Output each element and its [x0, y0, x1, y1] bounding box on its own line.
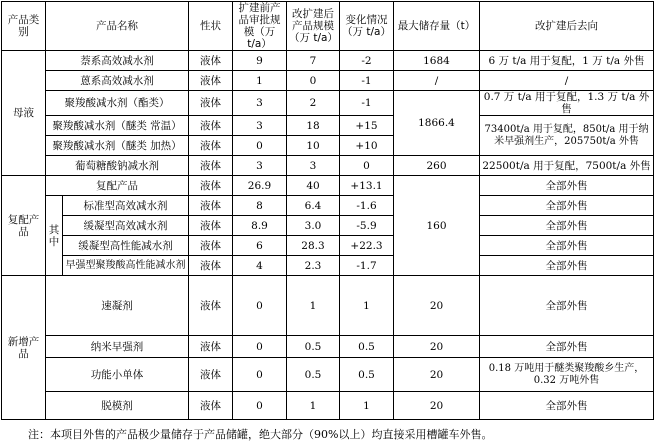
table-row [2, 392, 654, 420]
product-name: 聚羧酸减水剂（醚类 加热） [46, 136, 189, 156]
destination-cell: 22500t/a 用于复配，7500t/a 外售 [480, 156, 654, 176]
product-name: 脱模剂 [46, 392, 189, 420]
nature-cell: 液体 [189, 392, 233, 420]
header-destination: 改扩建后去向 [480, 2, 654, 51]
after-cell: 1 [287, 392, 340, 420]
nature-cell: 液体 [189, 236, 233, 256]
change-cell: -1.7 [340, 256, 394, 276]
storage-cell: 20 [394, 336, 480, 358]
after-cell: 3.0 [287, 216, 340, 236]
change-cell: 0.5 [340, 336, 394, 358]
nature-cell: 液体 [189, 276, 233, 336]
change-cell: -1.6 [340, 196, 394, 216]
storage-cell: 20 [394, 358, 480, 392]
product-name: 纳米早强剂 [46, 336, 189, 358]
group-mother: 母液 [2, 51, 46, 176]
header-row [2, 2, 654, 51]
before-cell: 0 [233, 358, 287, 392]
product-name: 聚羧酸减水剂（醚类 常温） [46, 116, 189, 136]
before-cell: 3 [233, 91, 287, 116]
product-name: 缓凝型高性能减水剂 [63, 236, 189, 256]
product-name: 萘系高效减水剂 [46, 51, 189, 71]
group-new: 新增产品 [2, 276, 46, 420]
table-row [2, 196, 654, 216]
table-row [2, 91, 654, 116]
nature-cell: 液体 [189, 216, 233, 236]
before-cell: 26.9 [233, 176, 287, 196]
table-row [2, 336, 654, 358]
after-cell: 0.5 [287, 358, 340, 392]
after-cell: 18 [287, 116, 340, 136]
after-cell: 3 [287, 156, 340, 176]
after-cell: 1 [287, 276, 340, 336]
change-cell: +22.3 [340, 236, 394, 256]
header-before: 扩建前产品审批规模（万 t/a） [233, 2, 287, 51]
table-row [2, 116, 654, 136]
product-name: 早强型聚羧酸高性能减水剂 [63, 256, 189, 276]
product-table [1, 1, 654, 420]
destination-cell: / [480, 71, 654, 91]
after-cell: 28.3 [287, 236, 340, 256]
product-name: 功能小单体 [46, 358, 189, 392]
product-name: 聚羧酸减水剂（酯类） [46, 91, 189, 116]
header-name: 产品名称 [46, 2, 189, 51]
destination-cell: 73400t/a 用于复配，850t/a 用于纳米早强剂生产，205750t/a 外售 [480, 116, 654, 156]
before-cell: 0 [233, 136, 287, 156]
change-cell: -5.9 [340, 216, 394, 236]
table-row [2, 176, 654, 196]
header-change: 变化情况（万 t/a） [340, 2, 394, 51]
before-cell: 8 [233, 196, 287, 216]
product-name: 复配产品 [46, 176, 189, 196]
change-cell: 1 [340, 276, 394, 336]
table-row [2, 276, 654, 336]
group-sub: 其中 [46, 196, 63, 276]
after-cell: 10 [287, 136, 340, 156]
table-row [2, 51, 654, 71]
destination-cell: 全部外售 [480, 196, 654, 216]
before-cell: 0 [233, 276, 287, 336]
nature-cell: 液体 [189, 91, 233, 116]
destination-cell: 全部外售 [480, 256, 654, 276]
destination-cell: 6 万 t/a 用于复配，1 万 t/a 外售 [480, 51, 654, 71]
change-cell: +10 [340, 136, 394, 156]
change-cell: +13.1 [340, 176, 394, 196]
after-cell: 2 [287, 91, 340, 116]
table-row [2, 156, 654, 176]
product-name: 蒽系高效减水剂 [46, 71, 189, 91]
product-name: 速凝剂 [46, 276, 189, 336]
table-row [2, 256, 654, 276]
destination-cell: 全部外售 [480, 392, 654, 420]
group-compound: 复配产品 [2, 176, 46, 276]
destination-cell: 全部外售 [480, 276, 654, 336]
storage-cell: 260 [394, 156, 480, 176]
nature-cell: 液体 [189, 256, 233, 276]
storage-cell: 1684 [394, 51, 480, 71]
before-cell: 8.9 [233, 216, 287, 236]
table-row [2, 216, 654, 236]
before-cell: 6 [233, 236, 287, 256]
storage-cell: 20 [394, 276, 480, 336]
change-cell: -1 [340, 71, 394, 91]
header-max-storage: 最大储存量（t） [394, 2, 480, 51]
storage-cell: / [394, 71, 480, 91]
nature-cell: 液体 [189, 51, 233, 71]
change-cell: 0 [340, 156, 394, 176]
storage-cell: 160 [394, 176, 480, 276]
before-cell: 0 [233, 336, 287, 358]
before-cell: 4 [233, 256, 287, 276]
before-cell: 3 [233, 116, 287, 136]
after-cell: 2.3 [287, 256, 340, 276]
nature-cell: 液体 [189, 136, 233, 156]
table-row [2, 236, 654, 256]
after-cell: 0 [287, 71, 340, 91]
destination-cell: 0.7 万 t/a 用于复配，1.3 万 t/a 外售 [480, 91, 654, 116]
table-row [2, 71, 654, 91]
before-cell: 9 [233, 51, 287, 71]
after-cell: 40 [287, 176, 340, 196]
destination-cell: 全部外售 [480, 236, 654, 256]
change-cell: 1 [340, 392, 394, 420]
nature-cell: 液体 [189, 336, 233, 358]
storage-cell: 20 [394, 392, 480, 420]
change-cell: +15 [340, 116, 394, 136]
nature-cell: 液体 [189, 358, 233, 392]
nature-cell: 液体 [189, 196, 233, 216]
nature-cell: 液体 [189, 116, 233, 136]
change-cell: 0.5 [340, 358, 394, 392]
after-cell: 7 [287, 51, 340, 71]
before-cell: 1 [233, 71, 287, 91]
nature-cell: 液体 [189, 176, 233, 196]
destination-cell: 全部外售 [480, 336, 654, 358]
destination-cell: 全部外售 [480, 216, 654, 236]
table-note: 注：本项目外售的产品极少量储存于产品储罐，绝大部分（90%以上）均直接采用槽罐车外售。 [28, 428, 493, 441]
change-cell: -1 [340, 91, 394, 116]
after-cell: 6.4 [287, 196, 340, 216]
storage-cell: 1866.4 [394, 91, 480, 156]
product-name: 标准型高效减水剂 [63, 196, 189, 216]
product-name: 葡萄糖酸钠减水剂 [46, 156, 189, 176]
destination-cell: 全部外售 [480, 176, 654, 196]
after-cell: 0.5 [287, 336, 340, 358]
before-cell: 3 [233, 156, 287, 176]
product-name: 缓凝型高效减水剂 [63, 216, 189, 236]
header-category: 产品类别 [2, 2, 46, 51]
header-after: 改扩建后产品规模（万 t/a） [287, 2, 340, 51]
nature-cell: 液体 [189, 71, 233, 91]
change-cell: -2 [340, 51, 394, 71]
nature-cell: 液体 [189, 156, 233, 176]
table-row [2, 358, 654, 392]
header-nature: 性状 [189, 2, 233, 51]
before-cell: 0 [233, 392, 287, 420]
destination-cell: 0.18 万吨用于醚类聚羧酸乡生产，0.32 万吨外售 [480, 358, 654, 392]
